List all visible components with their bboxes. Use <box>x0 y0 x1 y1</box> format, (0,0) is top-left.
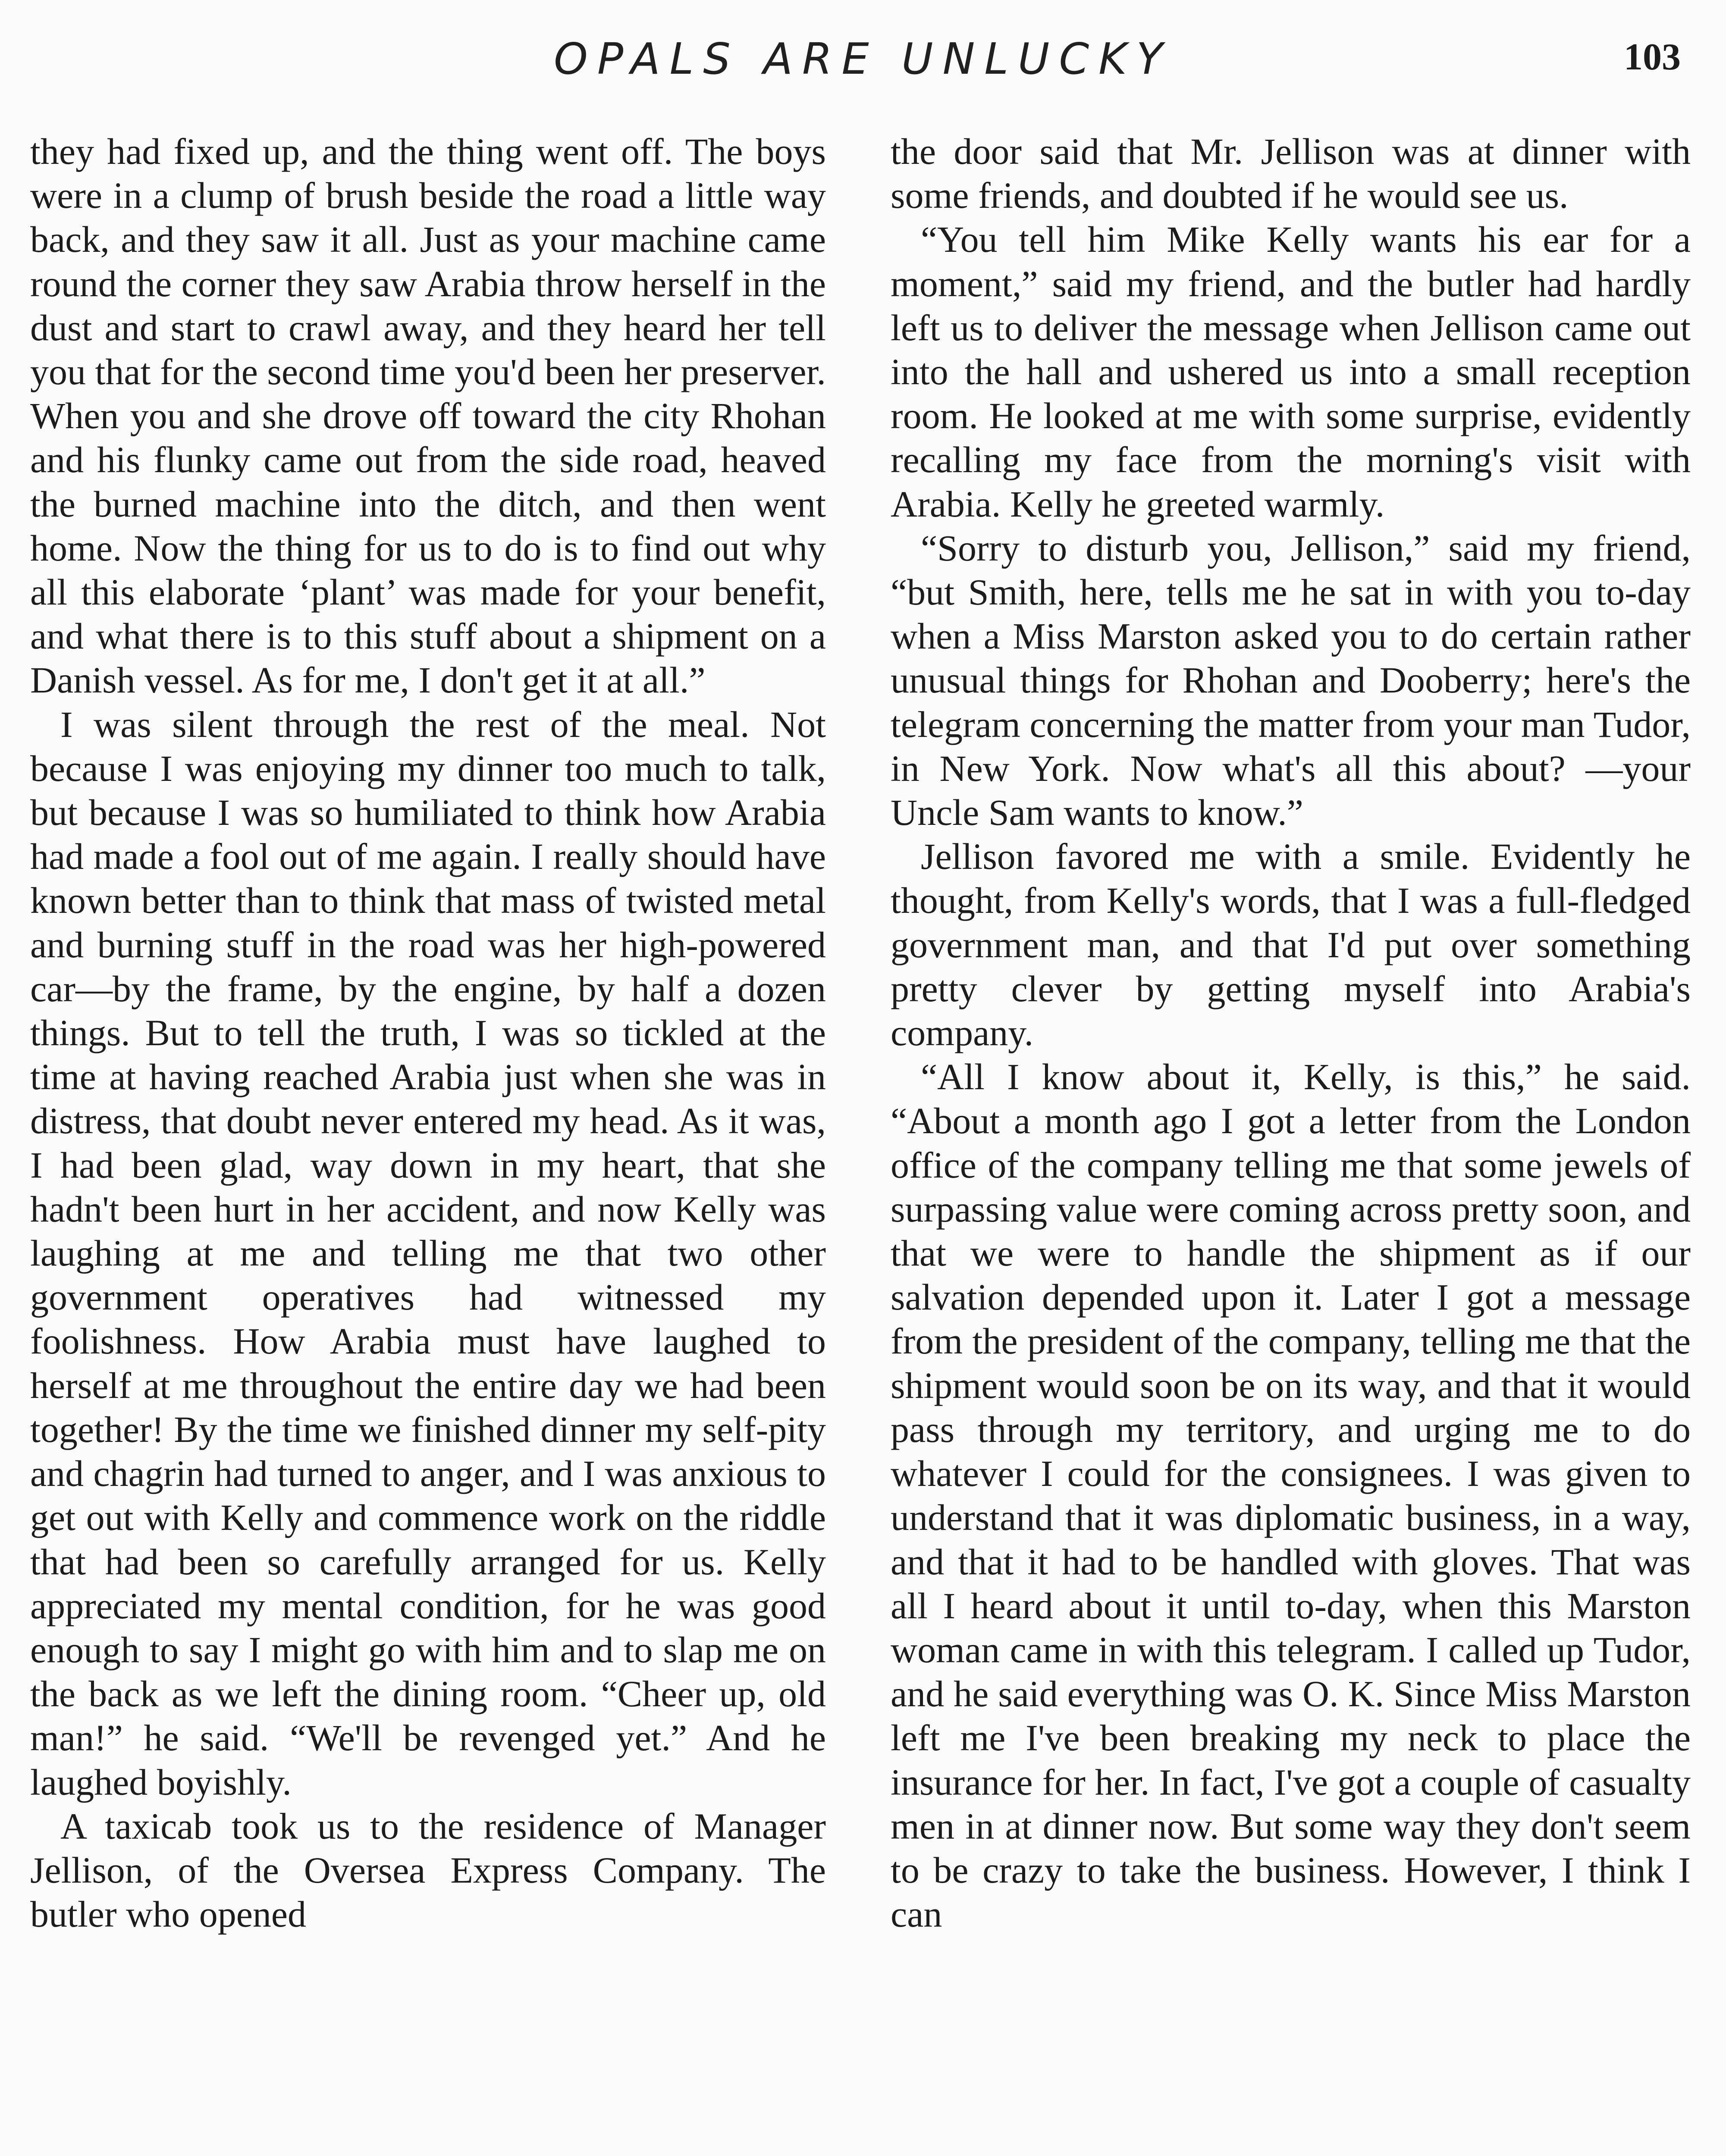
paragraph: “All I know about it, Kelly, is this,” he said. “About a month ago I got a letter from the London office of the company telling me that some jewels of surpassing value were coming across pretty soon, and that we were to handle the shipment as if our salvation depended upon it. Later I got a message from the president of the company, telling me that the shipment would soon be on its way, and that it would pass through my territory, and urging me to do whatever I could for the consignees. I was given to understand that it was diplomatic business, in a way, and that it had to be handled with gloves. That was all I heard about it until to-day, when this Marston woman came in with this telegram. I called up Tudor, and he said everything was O. K. Since Miss Marston left me I've been breaking my neck to place the insurance for her. In fact, I've got a couple of casualty men in at dinner now. But some way they don't seem to be crazy to take the business. However, I think I can <box>891 1056 1691 1935</box>
paragraph: “You tell him Mike Kelly wants his ear for a moment,” said my friend, and the butler had hardly left us to deliver the message when Jellison came out into the hall and ushered us into a small reception room. He looked at me with some surprise, evidently recalling my face from the morning's visit with Arabia. Kelly he greeted warmly. <box>891 219 1691 525</box>
paragraph: A taxicab took us to the residence of Manager Jellison, of the Oversea Express Company. The butler who opened <box>30 1805 826 1935</box>
paragraph: Jellison favored me with a smile. Evidently he thought, from Kelly's words, that I was a full-fledged government man, and that I'd put over something pretty clever by getting myself into Arabia's company. <box>891 836 1691 1054</box>
running-title: OPALS ARE UNLUCKY <box>554 34 1172 84</box>
paragraph: the door said that Mr. Jellison was at dinner with some friends, and doubted if he would see us. <box>891 131 1691 216</box>
left-text-column <box>30 129 826 1936</box>
paragraph: I was silent through the rest of the meal. Not because I was enjoying my dinner too much to talk, but because I was so humiliated to think how Arabia had made a fool out of me again. I really should have known better than to think that mass of twisted metal and burning stuff in the road was her high-powered car—by the frame, by the engine, by half a dozen things. But to tell the truth, I was so tickled at the time at having reached Arabia just when she was in distress, that doubt never entered my head. As it was, I had been glad, way down in my heart, that she hadn't been hurt in her accident, and now Kelly was laughing at me and telling me that two other government operatives had witnessed my foolishness. How Arabia must have laughed to herself at me throughout the entire day we had been together! By the time we finished dinner my self-pity and chagrin had turned to anger, and I was anxious to get out with Kelly and commence work on the riddle that had been so carefully arranged for us. Kelly appreciated my mental condition, for he was good enough to say I might go with him and to slap me on the back as we left the dining room. “Cheer up, old man!” he said. “We'll be revenged yet.” And he laughed boyishly. <box>30 703 826 1803</box>
page-header <box>0 30 1726 95</box>
page-number: 103 <box>1624 36 1681 78</box>
paragraph: “Sorry to disturb you, Jellison,” said my friend, “but Smith, here, tells me he sat in with you to-day when a Miss Marston asked you to do certain rather unusual things for Rhohan and Dooberry; here's the telegram concerning the matter from your man Tudor, in New York. Now what's all this about? —your Uncle Sam wants to know.” <box>891 527 1691 834</box>
paragraph: they had fixed up, and the thing went off. The boys were in a clump of brush beside the road a little way back, and they saw it all. Just as your machine came round the corner they saw Arabia throw herself in the dust and start to crawl away, and they heard her tell you that for the second time you'd been her preserver. When you and she drove off toward the city Rhohan and his flunky came out from the side road, heaved the burned machine into the ditch, and then went home. Now the thing for us to do is to find out why all this elaborate ‘plant’ was made for your benefit, and what there is to this stuff about a shipment on a Danish vessel. As for me, I don't get it at all.” <box>30 131 826 701</box>
right-text-column <box>891 129 1691 1936</box>
